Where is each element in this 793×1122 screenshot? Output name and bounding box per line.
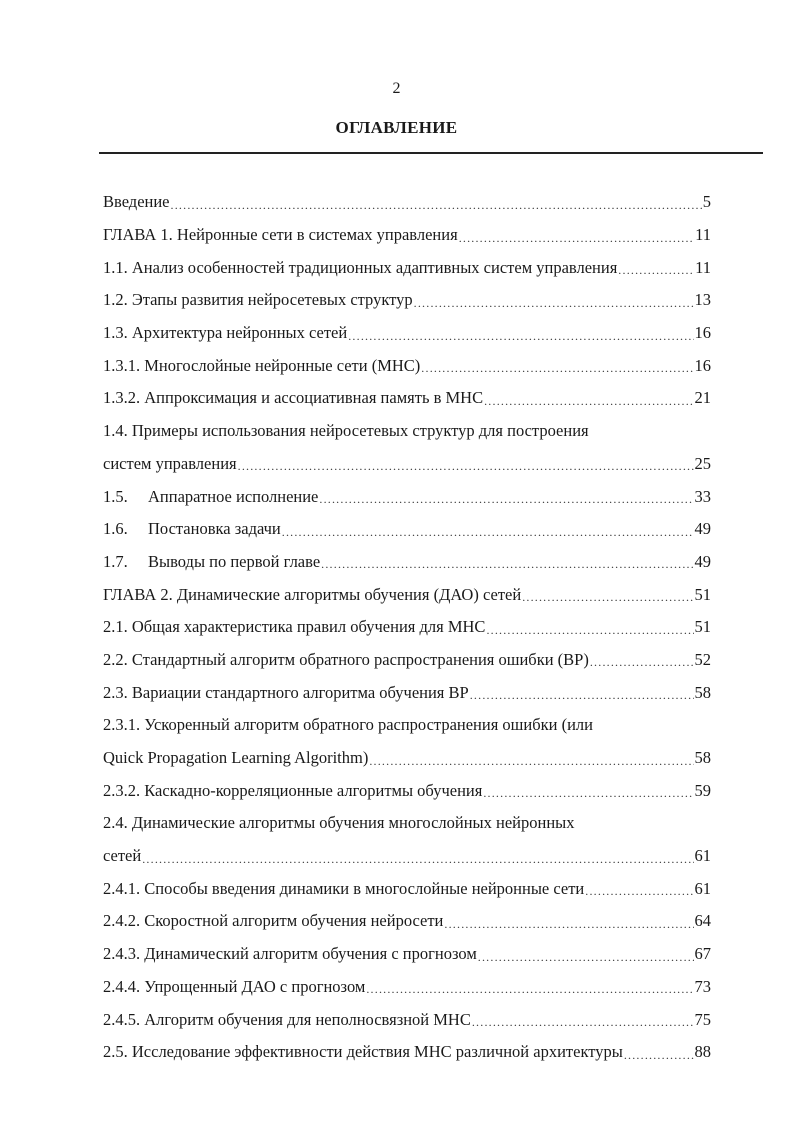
toc-entry-label — [103, 258, 617, 278]
toc-entry-title: сетей — [103, 846, 142, 866]
toc-entry-title: 1.3.1. Многослойные нейронные сети (МНС) — [103, 355, 421, 375]
toc-leader-dots — [238, 459, 694, 474]
toc-entry-label — [103, 192, 170, 212]
page-title: ОГЛАВЛЕНИЕ — [335, 118, 458, 137]
toc-entry — [103, 709, 711, 742]
toc-entry-page: 73 — [694, 976, 711, 996]
toc-entry — [103, 840, 711, 873]
toc-entry-label — [103, 1042, 623, 1062]
toc-leader-dots — [444, 917, 693, 932]
toc-entry-page: 61 — [694, 878, 711, 898]
toc-entry — [103, 1003, 711, 1036]
toc-leader-dots — [142, 852, 693, 867]
toc-entry-page: 16 — [694, 355, 711, 375]
toc-entry — [103, 938, 711, 971]
toc-entry-page: 88 — [694, 1042, 711, 1062]
toc-entry-number: 1.7. — [103, 551, 128, 571]
toc-entry — [103, 349, 711, 382]
toc-leader-dots — [486, 623, 693, 638]
toc-entry-number: 1.6. — [103, 519, 128, 539]
toc-entry-page: 49 — [694, 551, 711, 571]
toc-entry — [103, 611, 711, 644]
toc-entry — [103, 284, 711, 317]
toc-entry-page: 67 — [694, 944, 711, 964]
toc-entry-page: 52 — [694, 649, 711, 669]
toc-entry-label — [103, 552, 320, 572]
toc-entry-label — [103, 944, 477, 964]
toc-entry-page: 64 — [694, 911, 711, 931]
toc-entry — [103, 971, 711, 1004]
table-of-contents — [103, 186, 711, 1069]
toc-entry-title: Выводы по первой главе — [148, 551, 321, 571]
toc-entry — [103, 513, 711, 546]
toc-leader-dots — [369, 754, 693, 769]
toc-entry-title: 1.1. Анализ особенностей традиционных адаптивных систем управления — [103, 257, 618, 277]
toc-entry — [103, 905, 711, 938]
toc-entry-label — [103, 748, 368, 768]
toc-entry-label — [103, 421, 589, 441]
toc-leader-dots — [171, 198, 702, 213]
toc-entry — [103, 251, 711, 284]
toc-entry-page: 11 — [695, 225, 711, 245]
toc-leader-dots — [484, 394, 693, 409]
toc-entry — [103, 807, 711, 840]
toc-entry-page: 13 — [694, 290, 711, 310]
toc-entry — [103, 480, 711, 513]
toc-entry-number: 1.5. — [103, 486, 128, 506]
toc-entry-title: 2.4.4. Упрощенный ДАО с прогнозом — [103, 976, 366, 996]
toc-entry-label — [103, 290, 413, 310]
toc-entry-title: ГЛАВА 2. Динамические алгоритмы обучения (ДАО) сетей — [103, 584, 522, 604]
toc-entry-label — [103, 617, 485, 637]
toc-entry-label — [103, 715, 593, 735]
toc-entry — [103, 382, 711, 415]
toc-entry-page: 58 — [694, 682, 711, 702]
title-underline — [99, 152, 763, 154]
toc-entry — [103, 578, 711, 611]
toc-entry — [103, 774, 711, 807]
toc-entry-title: 1.3.2. Аппроксимация и ассоциативная память в МНС — [103, 388, 484, 408]
toc-entry-title: 2.4.5. Алгоритм обучения для неполносвязной МНС — [103, 1009, 471, 1029]
toc-entry-label — [103, 781, 482, 801]
toc-entry-label — [103, 879, 584, 899]
toc-entry — [103, 676, 711, 709]
toc-entry — [103, 317, 711, 350]
toc-leader-dots — [478, 950, 694, 965]
toc-entry-page: 16 — [694, 323, 711, 343]
toc-entry-label — [103, 846, 141, 866]
toc-entry — [103, 448, 711, 481]
page-number: 2 — [392, 80, 401, 97]
toc-entry — [103, 219, 711, 252]
toc-leader-dots — [282, 525, 694, 540]
toc-entry-title: 1.3. Архитектура нейронных сетей — [103, 323, 348, 343]
toc-entry-label — [103, 911, 443, 931]
toc-entry-title: 2.3.2. Каскадно-корреляционные алгоритмы обучения — [103, 780, 483, 800]
toc-leader-dots — [585, 884, 693, 899]
toc-entry-title: Постановка задачи — [148, 519, 281, 539]
toc-entry-title: 2.4. Динамические алгоритмы обучения многослойных нейронных — [103, 813, 575, 833]
toc-leader-dots — [624, 1048, 694, 1063]
toc-leader-dots — [414, 296, 694, 311]
toc-leader-dots — [319, 492, 693, 507]
toc-entry — [103, 872, 711, 905]
toc-entry — [103, 415, 711, 448]
toc-entry-label — [103, 519, 281, 539]
toc-entry-title: Quick Propagation Learning Algorithm) — [103, 748, 369, 768]
toc-entry-page: 33 — [694, 486, 711, 506]
toc-entry-title: 2.5. Исследование эффективности действия МНС различной архитектуры — [103, 1042, 623, 1062]
toc-entry-label — [103, 388, 483, 408]
toc-entry-page: 59 — [694, 780, 711, 800]
toc-leader-dots — [366, 982, 693, 997]
toc-entry — [103, 742, 711, 775]
toc-entry-page: 75 — [694, 1009, 711, 1029]
toc-entry-page: 5 — [702, 192, 711, 212]
toc-entry-label — [103, 225, 458, 245]
toc-leader-dots — [483, 786, 693, 801]
toc-entry-title: 1.4. Примеры использования нейросетевых структур для построения — [103, 421, 589, 441]
toc-entry-title: систем управления — [103, 453, 237, 473]
toc-entry-label — [103, 585, 521, 605]
toc-entry — [103, 186, 711, 219]
toc-entry-title: 2.4.3. Динамический алгоритм обучения с прогнозом — [103, 944, 477, 964]
toc-entry-label — [103, 356, 420, 376]
toc-entry-label — [103, 323, 347, 343]
toc-entry-label — [103, 813, 575, 833]
toc-entry-page: 11 — [695, 257, 711, 277]
toc-entry-title: 2.1. Общая характеристика правил обучения для МНС — [103, 617, 486, 637]
toc-entry-label — [103, 683, 469, 703]
toc-leader-dots — [522, 590, 693, 605]
toc-leader-dots — [618, 263, 694, 278]
toc-entry-label — [103, 487, 318, 507]
toc-entry-page: 51 — [694, 617, 711, 637]
toc-leader-dots — [590, 655, 694, 670]
toc-entry-page: 25 — [694, 453, 711, 473]
toc-entry — [103, 644, 711, 677]
toc-entry — [103, 546, 711, 579]
toc-leader-dots — [348, 329, 693, 344]
toc-entry-title: Введение — [103, 192, 170, 212]
toc-entry-page: 21 — [694, 388, 711, 408]
toc-leader-dots — [470, 688, 694, 703]
toc-entry-title: 2.3.1. Ускоренный алгоритм обратного распространения ошибки (или — [103, 715, 593, 735]
toc-entry-page: 51 — [694, 584, 711, 604]
toc-leader-dots — [459, 231, 694, 246]
toc-entry-page: 61 — [694, 846, 711, 866]
toc-entry — [103, 1036, 711, 1069]
toc-entry-page: 58 — [694, 748, 711, 768]
toc-entry-title: 1.2. Этапы развития нейросетевых структур — [103, 290, 413, 310]
toc-entry-title: 2.2. Стандартный алгоритм обратного распространения ошибки (BP) — [103, 649, 589, 669]
toc-entry-title: 2.4.2. Скоростной алгоритм обучения нейросети — [103, 911, 444, 931]
toc-leader-dots — [321, 557, 693, 572]
toc-entry-title: Аппаратное исполнение — [148, 486, 319, 506]
toc-entry-title: ГЛАВА 1. Нейронные сети в системах управления — [103, 225, 458, 245]
toc-entry-title: 2.3. Вариации стандартного алгоритма обучения BP — [103, 682, 469, 702]
toc-entry-label — [103, 977, 365, 997]
toc-leader-dots — [421, 361, 693, 376]
toc-entry-page: 49 — [694, 519, 711, 539]
toc-entry-title: 2.4.1. Способы введения динамики в многослойные нейронные сети — [103, 878, 585, 898]
toc-entry-label — [103, 454, 237, 474]
toc-leader-dots — [472, 1015, 694, 1030]
toc-entry-label — [103, 1010, 471, 1030]
toc-entry-label — [103, 650, 589, 670]
